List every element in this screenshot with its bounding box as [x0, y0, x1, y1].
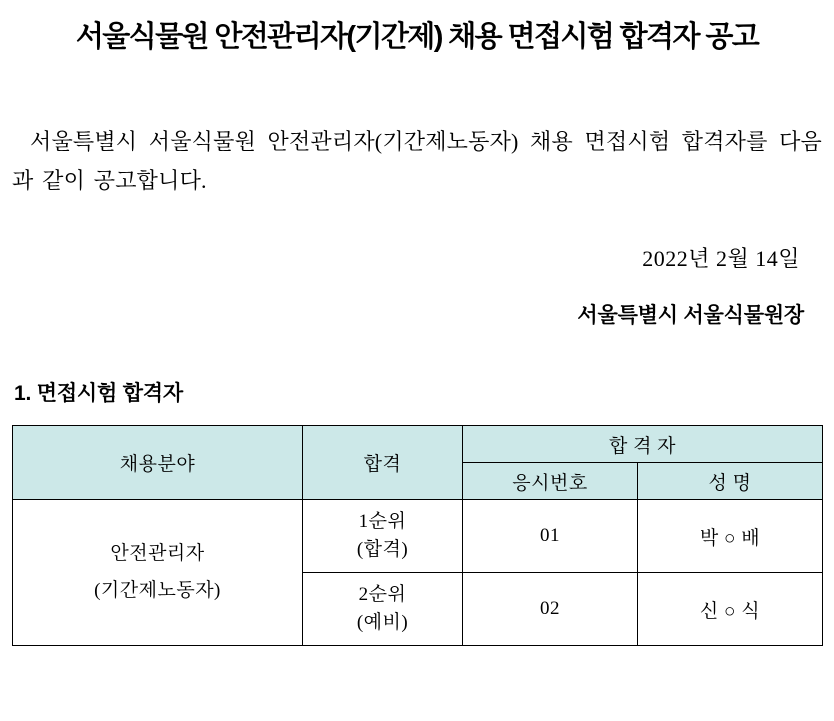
field-line-1: 안전관리자	[110, 543, 205, 565]
announcement-date: 2022년 2월 14일	[642, 246, 800, 271]
cell-name-1: 박 ○ 배	[638, 500, 823, 573]
cell-name-2: 신 ○ 식	[638, 573, 823, 646]
rank-line-2: (예비)	[356, 612, 409, 633]
field-line-2: (기간제노동자)	[94, 579, 221, 601]
rank-line-1: 1순위	[358, 511, 407, 533]
header-recruitment-field: 채용분야	[13, 426, 303, 500]
header-exam-number: 응시번호	[463, 463, 638, 500]
results-table-container	[12, 407, 822, 646]
rank-line-1: 2순위	[358, 584, 407, 606]
interview-results-table	[12, 425, 823, 646]
cell-exam-number-1: 01	[463, 500, 638, 573]
cell-rank-2	[303, 573, 463, 646]
cell-exam-number-2: 02	[463, 573, 638, 646]
header-passer-group: 합 격 자	[463, 426, 823, 463]
table-header-row-1	[13, 426, 823, 463]
intro-paragraph: 서울특별시 서울식물원 안전관리자(기간제노동자) 채용 면접시험 합격자를 다음과 같이 공고합니다.	[12, 129, 822, 193]
table-row	[13, 500, 823, 573]
header-applicant-name: 성 명	[638, 463, 823, 500]
rank-line-2: (합격)	[356, 539, 409, 560]
section-heading-interview-passers: 1. 면접시험 합격자	[14, 382, 183, 405]
cell-rank-1	[303, 500, 463, 573]
header-pass: 합격	[303, 426, 463, 500]
issuer-name: 서울특별시 서울식물원장	[577, 304, 804, 327]
page-title: 서울식물원 안전관리자(기간제) 채용 면접시험 합격자 공고	[75, 21, 759, 53]
cell-recruitment-field	[13, 500, 303, 646]
